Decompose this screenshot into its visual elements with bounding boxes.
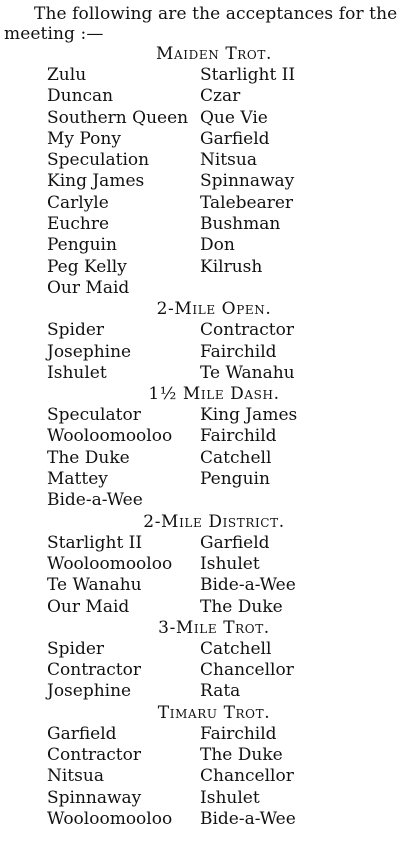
horse-name: Catchell [200, 447, 272, 468]
horse-name: Speculation [47, 150, 150, 171]
horse-name: Te Wanahu [47, 575, 142, 596]
horse-name: Que Vie [200, 107, 268, 128]
horse-name: Kilrush [200, 256, 263, 277]
entries-list [0, 533, 408, 618]
horse-name: Penguin [200, 469, 270, 490]
entry-row [0, 724, 408, 745]
horse-name: Our Maid [47, 277, 130, 298]
entry-row [0, 639, 408, 660]
race-section [0, 384, 408, 511]
race-title: Timaru Trot. [157, 702, 271, 723]
entry-row [0, 65, 408, 86]
horse-name: My Pony [47, 128, 121, 149]
horse-name: Spinnaway [200, 171, 295, 192]
race-section [0, 299, 408, 384]
horse-name: Fairchild [200, 341, 277, 362]
race-title: 2-Mile Open. [156, 299, 272, 320]
horse-name: Chancellor [200, 660, 294, 681]
horse-name: Garfield [200, 128, 270, 149]
horse-name: Fairchild [200, 723, 277, 744]
horse-name: Contractor [47, 745, 141, 766]
horse-name: Bide-a-Wee [200, 575, 296, 596]
horse-name: Spinnaway [47, 787, 142, 808]
entry-row [0, 681, 408, 702]
race-section [0, 618, 408, 703]
horse-name: Bide-a-Wee [47, 490, 143, 511]
entry-row [0, 554, 408, 575]
entry-row [0, 86, 408, 107]
horse-name: King James [47, 171, 145, 192]
horse-name: Peg Kelly [47, 256, 127, 277]
horse-name: The Duke [200, 745, 283, 766]
horse-name: Ishulet [47, 362, 107, 383]
entry-row [0, 405, 408, 426]
horse-name: Wooloomooloo [47, 553, 173, 574]
entry-row [0, 257, 408, 278]
horse-name: Mattey [47, 469, 108, 490]
entries-list [0, 639, 408, 703]
race-section [0, 512, 408, 618]
entries-list [0, 405, 408, 511]
horse-name: Fairchild [200, 426, 277, 447]
entries-list [0, 65, 408, 299]
horse-name: Te Wanahu [200, 362, 295, 383]
entry-row [0, 171, 408, 192]
entry-row [0, 426, 408, 447]
intro-paragraph: The following are the acceptances for the meeting :— [4, 4, 398, 44]
horse-name: Carlyle [47, 192, 109, 213]
entry-row [0, 745, 408, 766]
horse-name: Nitsua [200, 150, 257, 171]
entry-row [0, 320, 408, 341]
horse-name: Garfield [47, 723, 117, 744]
entry-row [0, 597, 408, 618]
horse-name: Talebearer [200, 192, 294, 213]
horse-name: Starlight II [47, 532, 143, 553]
horse-name: Contractor [47, 660, 141, 681]
race-title: Maiden Trot. [156, 44, 272, 64]
horse-name: Garfield [200, 532, 270, 553]
race-acceptances-list [0, 44, 408, 830]
horse-name: Zulu [47, 65, 87, 85]
entry-row [0, 363, 408, 384]
entry-row [0, 342, 408, 363]
entry-row [0, 809, 408, 830]
horse-name: Chancellor [200, 766, 294, 787]
horse-name: Czar [200, 86, 241, 107]
horse-name: Rata [200, 681, 241, 702]
race-section [0, 703, 408, 830]
entry-row [0, 469, 408, 490]
entry-row [0, 533, 408, 554]
entry-row [0, 490, 408, 511]
horse-name: Bushman [200, 214, 281, 235]
horse-name: Duncan [47, 86, 114, 107]
horse-name: Euchre [47, 214, 110, 235]
horse-name: Starlight II [200, 65, 296, 85]
entry-row [0, 214, 408, 235]
horse-name: Spider [47, 320, 105, 341]
horse-name: Josephine [47, 341, 132, 362]
race-title: 2-Mile District. [143, 511, 285, 532]
horse-name: Ishulet [200, 553, 260, 574]
entry-row [0, 129, 408, 150]
entry-row [0, 766, 408, 787]
horse-name: Contractor [200, 320, 294, 341]
horse-name: Bide-a-Wee [200, 808, 296, 829]
horse-name: King James [200, 405, 298, 426]
race-title: 3-Mile Trot. [158, 617, 270, 638]
entry-row [0, 278, 408, 299]
entry-row [0, 150, 408, 171]
horse-name: Nitsua [47, 766, 104, 787]
horse-name: Ishulet [200, 787, 260, 808]
horse-name: The Duke [200, 596, 283, 617]
entry-row [0, 660, 408, 681]
entries-list [0, 724, 408, 830]
horse-name: Our Maid [47, 596, 130, 617]
horse-name: Wooloomooloo [47, 426, 173, 447]
race-title: 1½ Mile Dash. [148, 384, 280, 405]
entry-row [0, 235, 408, 256]
horse-name: Spider [47, 638, 105, 659]
horse-name: Wooloomooloo [47, 808, 173, 829]
entry-row [0, 448, 408, 469]
horse-name: Speculator [47, 405, 141, 426]
entry-row [0, 788, 408, 809]
horse-name: The Duke [47, 447, 130, 468]
horse-name: Catchell [200, 638, 272, 659]
horse-name: Penguin [47, 235, 117, 256]
entry-row [0, 193, 408, 214]
entry-row [0, 108, 408, 129]
race-section [0, 44, 408, 299]
horse-name: Don [200, 235, 235, 256]
horse-name: Southern Queen [47, 107, 189, 128]
horse-name: Josephine [47, 681, 132, 702]
entries-list [0, 320, 408, 384]
entry-row [0, 575, 408, 596]
